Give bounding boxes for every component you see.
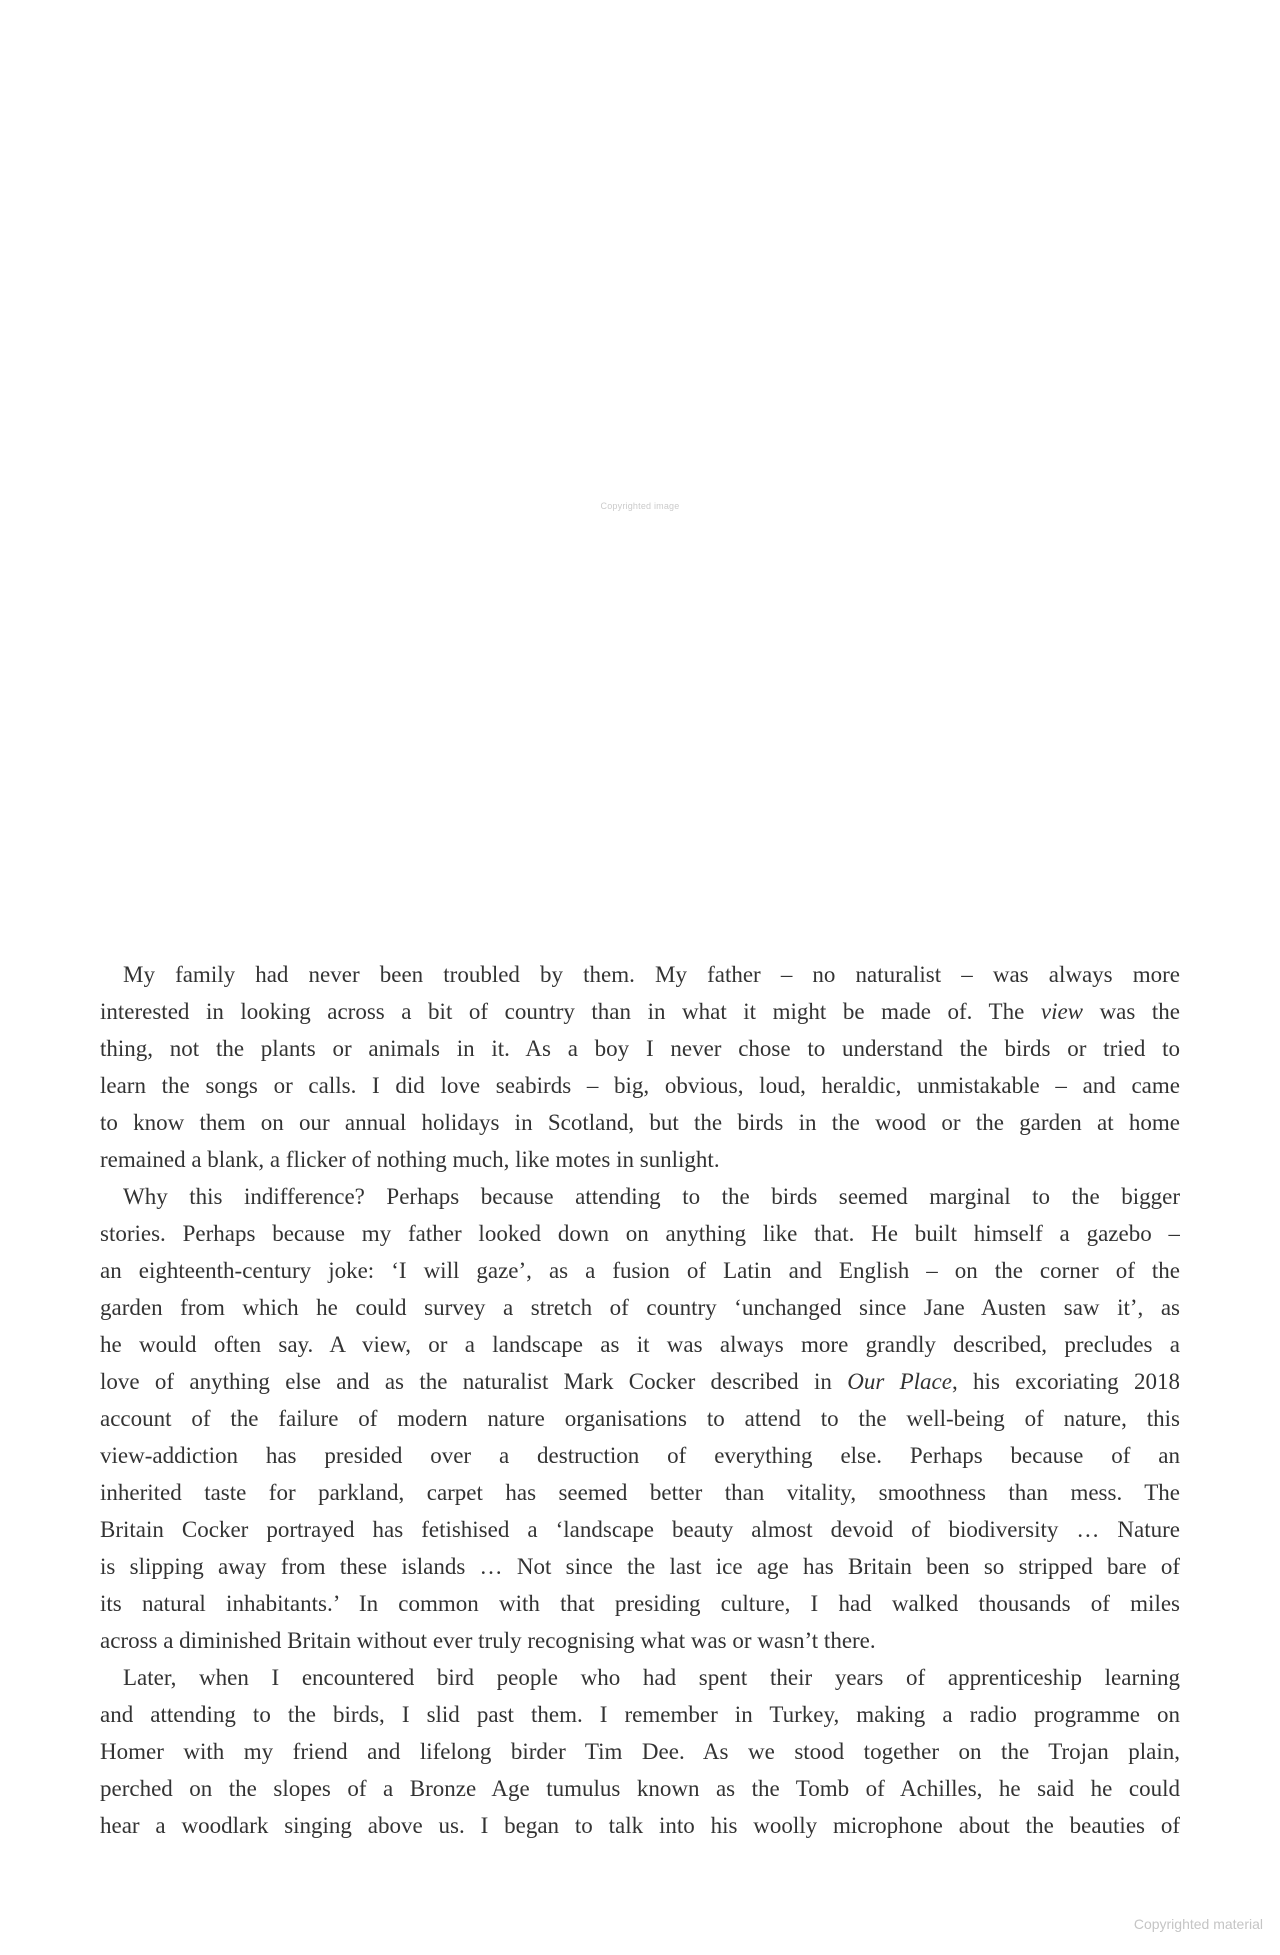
copyrighted-image-watermark: Copyrighted image bbox=[600, 501, 680, 511]
text-line: My family had never been troubled by them. My father – no naturalist – was always more bbox=[123, 962, 1180, 987]
text-line: hear a woodlark singing above us. I began to talk into his woolly microphone about the beauties of bbox=[100, 1813, 1180, 1838]
text-line: its natural inhabitants.’ In common with that presiding culture, I had walked thousands of miles bbox=[100, 1591, 1180, 1616]
text-line: view-addiction has presided over a destruction of everything else. Perhaps because of an bbox=[100, 1443, 1180, 1468]
text-line: love of anything else and as the naturalist Mark Cocker described in Our Place, his excoriating 2018 bbox=[100, 1369, 1180, 1394]
text-line: Later, when I encountered bird people who had spent their years of apprenticeship learning bbox=[123, 1665, 1180, 1690]
text-line: Homer with my friend and lifelong birder Tim Dee. As we stood together on the Trojan plain, bbox=[100, 1739, 1180, 1764]
text-line: interested in looking across a bit of country than in what it might be made of. The view was the bbox=[100, 999, 1180, 1024]
text-line: Britain Cocker portrayed has fetishised a ‘landscape beauty almost devoid of biodiversity … Nature bbox=[100, 1517, 1180, 1542]
body-text bbox=[100, 956, 1180, 1844]
text-line: garden from which he could survey a stretch of country ‘unchanged since Jane Austen saw it’, as bbox=[100, 1295, 1180, 1320]
text-line: is slipping away from these islands … Not since the last ice age has Britain been so stripped bare of bbox=[100, 1554, 1180, 1579]
text-line: he would often say. A view, or a landscape as it was always more grandly described, precludes a bbox=[100, 1332, 1180, 1357]
text-line: Why this indifference? Perhaps because attending to the birds seemed marginal to the bigger bbox=[123, 1184, 1180, 1209]
text-line: stories. Perhaps because my father looked down on anything like that. He built himself a gazebo – bbox=[100, 1221, 1180, 1246]
text-line: perched on the slopes of a Bronze Age tumulus known as the Tomb of Achilles, he said he could bbox=[100, 1776, 1180, 1801]
text-line: account of the failure of modern nature organisations to attend to the well-being of nature, this bbox=[100, 1406, 1180, 1431]
text-line: thing, not the plants or animals in it. As a boy I never chose to understand the birds or tried to bbox=[100, 1036, 1180, 1061]
text-line: learn the songs or calls. I did love seabirds – big, obvious, loud, heraldic, unmistakable – and came bbox=[100, 1073, 1180, 1098]
text-line: to know them on our annual holidays in Scotland, but the birds in the wood or the garden at home bbox=[100, 1110, 1180, 1135]
text-line: inherited taste for parkland, carpet has seemed better than vitality, smoothness than mess. The bbox=[100, 1480, 1180, 1505]
text-line: across a diminished Britain without ever truly recognising what was or wasn’t there. bbox=[100, 1628, 876, 1653]
text-line: remained a blank, a flicker of nothing much, like motes in sunlight. bbox=[100, 1147, 720, 1172]
copyrighted-material-watermark: Copyrighted material bbox=[1133, 1916, 1263, 1932]
text-line: and attending to the birds, I slid past them. I remember in Turkey, making a radio programme on bbox=[100, 1702, 1180, 1727]
text-line: an eighteenth-century joke: ‘I will gaze’, as a fusion of Latin and English – on the corner of the bbox=[100, 1258, 1180, 1283]
